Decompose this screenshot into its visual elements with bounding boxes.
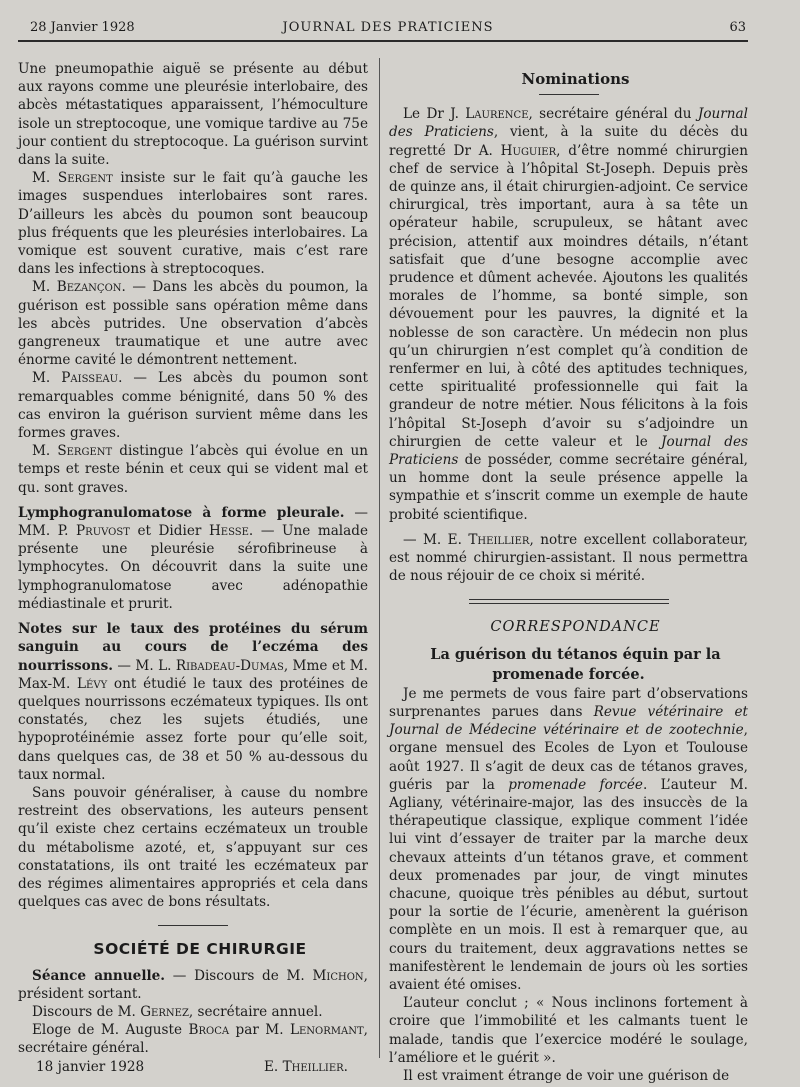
- paragraph-pneumopathie: Une pneumopathie aiguë se présente au début aux rayons comme une pleurésie interlobaire, des abcès métastatiques apparaissent, l’hémoculture isole un streptocoque, une vomique tardive au 75e jour contient du streptocoque. La guérison survint dans la suite.: [18, 61, 368, 169]
- paragraph-nomination-laurence: Le Dr J. Laurence, secrétaire général du Journal des Praticiens, vient, à la suite du décès du regretté Dr A. Huguier, d’être nommé chirurgien chef de service à l’hôpital St-Joseph. Depuis près de quinze ans, il était chirurgien-adjoint. Ce service chirurgical, très important, aura à sa tête un opérateur habile, scrupuleux, se hâtant avec précision, attentif aux moindres détails, n’étant satisfait que d’une besogne accomplie avec prudence et dûment achevée. Ajoutons les qualités morales de l’homme, sa bonté simple, son dévouement pour les pauvres, la dignité et la noblesse de son caractère. Un médecin non plus qu’un chirurgien n’est complet qu’à condition de renfermer en lui, à côté des aptitudes techniques, cette spiritualité professionnelle qui fait la grandeur de notre métier. Nous félicitons à la fois l’hôpital St-Joseph d’avoir su s’adjoindre un chirurgien de cette valeur et le Journal des Praticiens de posséder, comme secrétaire général, un homme dont la seule présence appelle la sympathie et s’inscrit comme un exemple de haute probité scientifique.: [389, 106, 749, 523]
- left-column: [18, 60, 368, 1076]
- paragraph-tetanos-2: L’auteur conclut ; « Nous inclinons fortement à croire que l’immobilité et les calmants tuent le malade, tandis que l’exercice modéré le soulage, l’améliore et le guérit ».: [389, 995, 748, 1066]
- right-column: [389, 60, 748, 1085]
- column-divider: [379, 58, 380, 1058]
- paragraph-paisseau: M. Paisseau. — Les abcès du poumon sont remarquables comme bénignité, dans 50 % des cas environ la guérison survient même dans les formes graves.: [18, 370, 368, 442]
- paragraph-sergent-2: M. Sergent distingue l’abcès qui évolue en un temps et reste bénin et ceux qui se vident mal et qu. sont graves.: [18, 443, 368, 496]
- signature-name: E. Theillier.: [264, 1058, 348, 1075]
- paragraph-bezancon: M. Bezançon. — Dans les abcès du poumon, la guérison est possible sans opération même dans les abcès putrides. Une observation d’abcès gangreneux traumatique et une autre avec énorme cavité le démontrent nettement.: [18, 279, 368, 369]
- section-title-correspondance: CORRESPONDANCE: [490, 619, 661, 636]
- section-title-nominations: Nominations: [521, 70, 630, 88]
- title-rule: [539, 94, 599, 95]
- section-rule: [158, 925, 228, 926]
- author-name: M. Bezançon.: [32, 279, 126, 296]
- paragraph-eloge: Eloge de M. Auguste Broca par M. Lenormant, secrétaire général.: [18, 1022, 368, 1057]
- paragraph-seance: Séance annuelle. — Discours de M. Michon, président sortant.: [18, 967, 368, 1002]
- running-header: [30, 20, 746, 38]
- paragraph-proteines-2: Sans pouvoir généraliser, à cause du nombre restreint des observations, les auteurs pensent qu’il existe chez certains eczémateux un trouble du métabolisme azoté, et, s’appuyant sur ces constatations, ils ont traité les eczémateux par des régimes alimentaires appropriés et cela dans quelques cas avec de bons résultats.: [18, 784, 368, 911]
- header-date: 28 Janvier 1928: [30, 20, 135, 35]
- article-title: Notes sur le taux des protéines du sérum sanguin au cours de l’eczéma des nourrissons.: [18, 621, 368, 674]
- header-rule: [18, 40, 748, 42]
- section-title-societe: SOCIÉTÉ DE CHIRURGIE: [93, 940, 307, 959]
- article-lymphogranulomatose: Lymphogranulomatose à forme pleurale. — MM. P. Pruvost et Didier Hesse. — Une malade présente une pleurésie sérofibrineuse à lymphocytes. On découvrit dans la suite une lymphogranulomatose avec adénopathie médiastinale et prurit.: [18, 504, 369, 612]
- journal-title: JOURNAL DES PRATICIENS: [282, 20, 494, 35]
- signature-date: 18 janvier 1928: [36, 1058, 145, 1075]
- author-name: M. Sergent: [32, 170, 113, 187]
- author-name: M. Paisseau.: [32, 370, 123, 387]
- paragraph-discours: Discours de M. Gernez, secrétaire annuel.: [32, 1003, 323, 1020]
- paragraph-sergent: M. Sergent insiste sur le fait qu’à gauche les images suspendues interlobaires sont rares. D’ailleurs les abcès du poumon sont beaucoup plus fréquents que les pleurésies interlobaires. La vomique est souvent curative, mais c’est rare dans les infections à streptocoques.: [18, 170, 368, 278]
- paragraph-tetanos-1: Je me permets de vous faire part d’observations surprenantes parues dans Revue vétérinaire et Journal de Médecine vétérinaire et de zootechnie, organe mensuel des Ecoles de Lyon et Toulouse août 1927. Il s’agit de deux cas de tétanos graves, guéris par la promenade forcée. L’auteur M. Agliany, vétérinaire-major, las des insuccès de la thérapeutique classique, explique comment l’idée lui vint d’essayer de traiter par la marche deux chevaux atteints d’un tétanos grave, et comment deux promenades par jour, de vingt minutes chacune, quoique très pénibles au début, surtout pour la sortie de l’écurie, amenèrent la guérison complète en un mois. Il est à remarquer que, au cours du traitement, deux aggravations nettes se manifestèrent le lendemain de jours où les sorties avaient été omises.: [389, 685, 748, 993]
- section-double-rule: [469, 599, 669, 604]
- article-title-tetanos: La guérison du tétanos équin par la promenade forcée.: [430, 645, 721, 683]
- paragraph-tetanos-3: Il est vraiment étrange de voir une guérison de: [403, 1067, 730, 1084]
- paragraph-nomination-theillier: — M. E. Theillier, notre excellent collaborateur, est nommé chirurgien-assistant. Il nous permettra de nous réjouir de ce choix si mérité.: [389, 531, 749, 585]
- page-number: 63: [729, 20, 746, 35]
- article-title: Lymphogranulomatose à forme pleurale.: [18, 504, 345, 521]
- article-proteines: Notes sur le taux des protéines du sérum sanguin au cours de l’eczéma des nourrissons. — M. L. Ribadeau-Dumas, Mme et M. Max-M. Lévy ont étudié le taux des protéines de quelques nourrissons eczémateux typiques. Ils ont constatés, chez les sujets étudiés, une hypoprotéinémie assez forte pour qu’elle soit, dans quelques cas, de 38 et 50 % au-dessous du taux normal.: [18, 621, 368, 783]
- signature-line: [18, 1058, 368, 1076]
- author-name: M. Sergent: [32, 443, 113, 460]
